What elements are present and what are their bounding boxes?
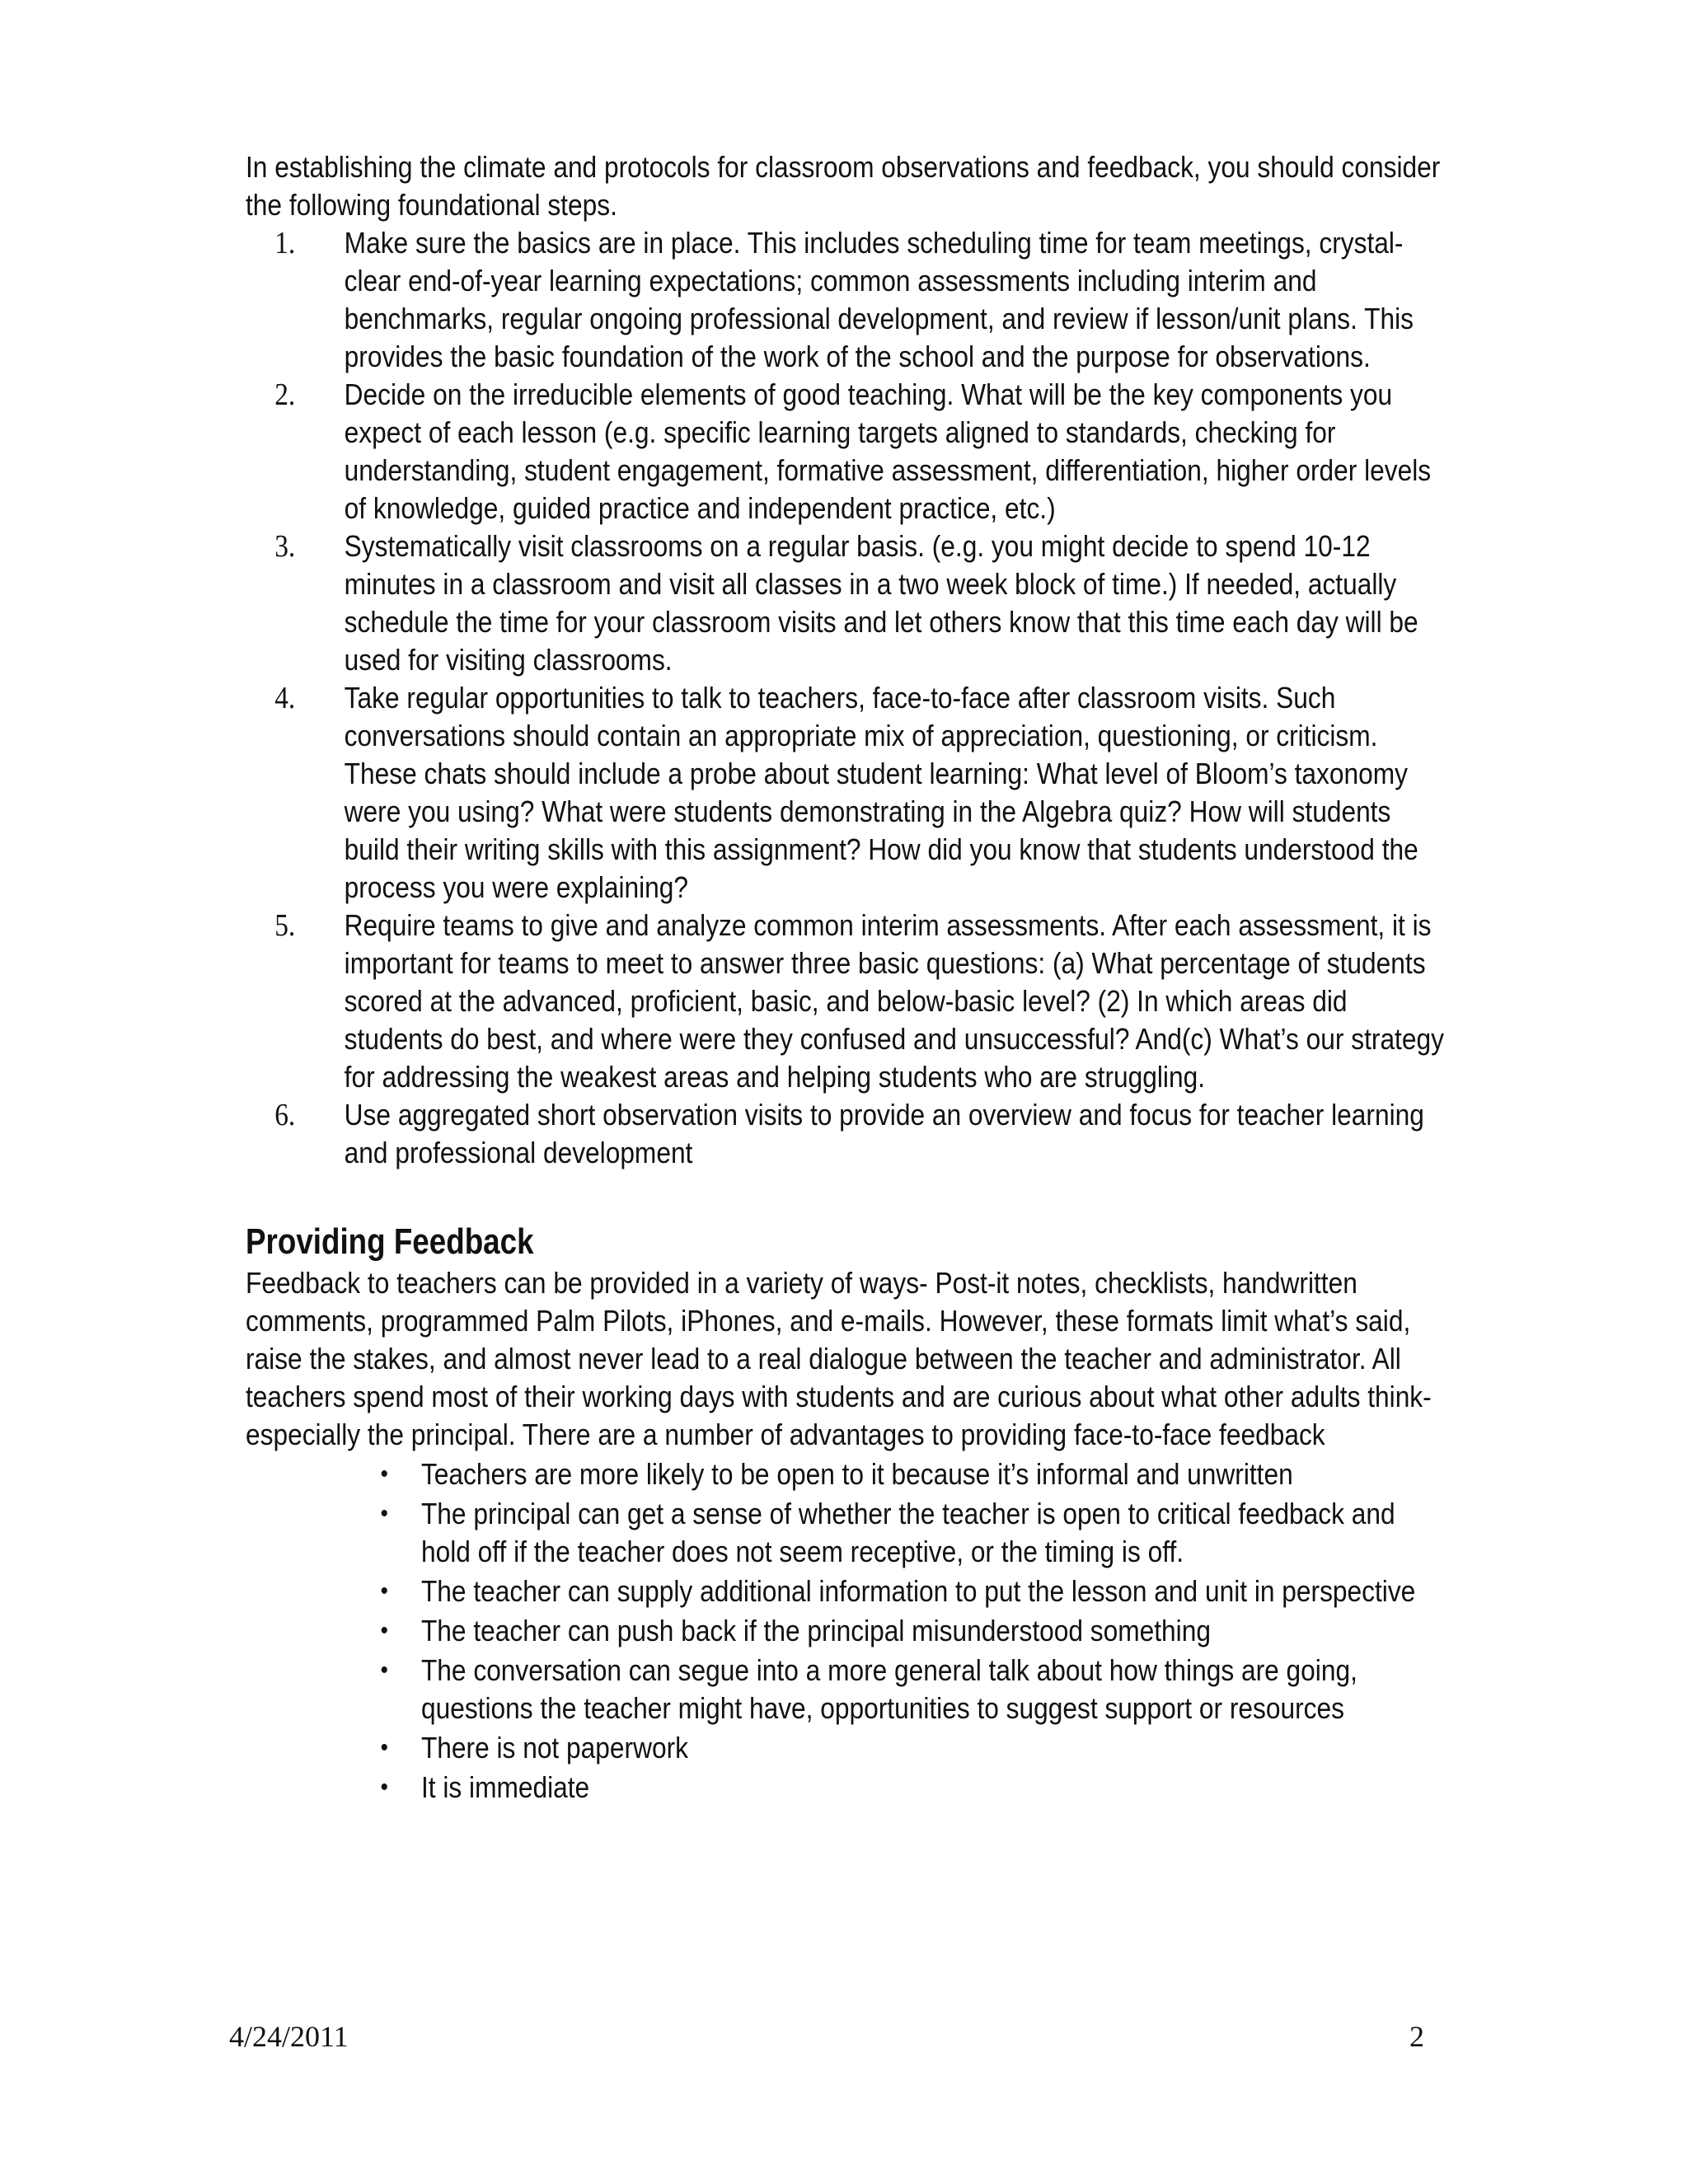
bullet-item [246, 1612, 1450, 1650]
bullet-icon: • [380, 1657, 388, 1684]
list-item [246, 907, 1450, 1096]
bullet-icon: • [380, 1617, 388, 1644]
list-number: 4. [274, 681, 296, 715]
bullet-text: The conversation can segue into a more general talk about how things are going, questions the teacher might have, opportunities to suggest support or resources [420, 1653, 1357, 1725]
list-number: 5. [274, 908, 296, 943]
feedback-paragraph: Feedback to teachers can be provided in a variety of ways- Post-it notes, checklists, handwritten comments, programmed Palm Pilots, iPhones, and e-mails. However, these formats limit what’s said, raise the stakes, and almost never lead to a real dialogue between the teacher and administrator. All teachers spend most of their working days with students and are curious about what other adults think-especially the principal. There are a number of advantages to providing face-to-face feedback [246, 1266, 1432, 1451]
list-number: 6. [274, 1098, 296, 1132]
intro-paragraph: In establishing the climate and protocols for classroom observations and feedback, you should consider the following foundational steps. [246, 150, 1441, 222]
bullet-icon: • [380, 1577, 388, 1605]
bullet-text: There is not paperwork [420, 1731, 688, 1765]
list-item-text: Take regular opportunities to talk to teachers, face-to-face after classroom visits. Such conversations should contain an appropriate mix of appreciation, questioning, or criticism. These chats should include a probe about student learning: What level of Bloom’s taxonomy were you using? What were students demonstrating in the Algebra quiz? How will students build their writing skills with this assignment? How did you know that students understood the process you were explaining? [344, 681, 1418, 904]
section-heading: Providing Feedback [246, 1221, 534, 1262]
bullet-text: Teachers are more likely to be open to it because it’s informal and unwritten [420, 1457, 1293, 1491]
list-number: 3. [274, 529, 296, 564]
bullet-item [246, 1572, 1450, 1610]
footer-date: 4/24/2011 [229, 2020, 349, 2053]
list-item-text: Decide on the irreducible elements of good teaching. What will be the key components you expect of each lesson (e.g. specific learning targets aligned to standards, checking for understanding, student engagement, formative assessment, differentiation, higher order levels of knowledge, guided practice and independent practice, etc.) [344, 377, 1432, 525]
bullet-icon: • [380, 1774, 388, 1801]
list-item [246, 679, 1450, 907]
bullet-item [246, 1495, 1450, 1571]
list-number: 2. [274, 377, 296, 412]
list-item [246, 527, 1450, 679]
list-item-text: Make sure the basics are in place. This includes scheduling time for team meetings, crystal-clear end-of-year learning expectations; common assessments including interim and benchmarks, regular ongoing professional development, and review if lesson/unit plans. This provides the basic foundation of the work of the school and the purpose for observations. [344, 226, 1414, 373]
list-item-text: Systematically visit classrooms on a regular basis. (e.g. you might decide to spend 10-12 minutes in a classroom and visit all classes in a two week block of time.) If needed, actually schedule the time for your classroom visits and let others know that this time each day will be used for visiting classrooms. [344, 529, 1418, 677]
bullet-item [246, 1769, 1450, 1807]
list-item-text: Require teams to give and analyze common interim assessments. After each assessment, it is important for teams to meet to answer three basic questions: (a) What percentage of students scored at the advanced, proficient, basic, and below-basic level? (2) In which areas did students do best, and where were they confused and unsuccessful? And(c) What’s our strategy for addressing the weakest areas and helping students who are struggling. [344, 908, 1444, 1094]
bullet-icon: • [380, 1500, 388, 1527]
list-number: 1. [274, 226, 296, 260]
bullet-icon: • [380, 1734, 388, 1761]
bullet-text: The principal can get a sense of whether the teacher is open to critical feedback and hold off if the teacher does not seem receptive, or the timing is off. [420, 1497, 1395, 1568]
advantages-bullet-list [246, 1455, 1450, 1807]
page-body [246, 148, 1450, 1808]
bullet-text: It is immediate [420, 1770, 590, 1804]
list-item-text: Use aggregated short observation visits to provide an overview and focus for teacher learning and professional development [344, 1098, 1424, 1169]
bullet-icon: • [380, 1460, 388, 1488]
list-item [246, 1096, 1450, 1172]
bullet-text: The teacher can push back if the principal misunderstood something [420, 1614, 1211, 1647]
bullet-item [246, 1455, 1450, 1493]
list-item [246, 224, 1450, 376]
page-number: 2 [1409, 2020, 1424, 2053]
bullet-text: The teacher can supply additional information to put the lesson and unit in perspective [420, 1574, 1416, 1608]
list-item [246, 376, 1450, 527]
bullet-item [246, 1652, 1450, 1727]
bullet-item [246, 1729, 1450, 1767]
foundational-steps-list [246, 224, 1450, 1172]
